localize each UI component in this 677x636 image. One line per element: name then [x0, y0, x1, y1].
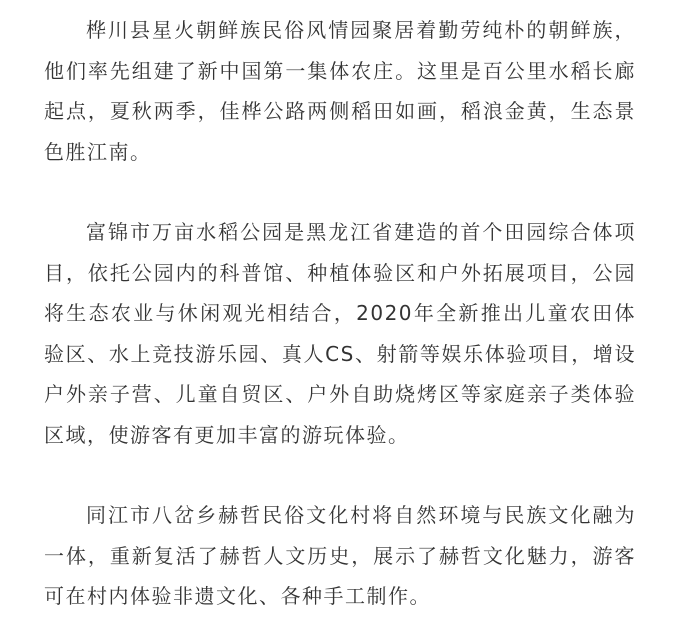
paragraph-huachuan: 桦川县星火朝鲜族民俗风情园聚居着勤劳纯朴的朝鲜族，他们率先组建了新中国第一集体农庄。这里是百公里水稻长廊起点，夏秋两季，佳桦公路两侧稻田如画，稻浪金黄，生态景色胜江南。: [44, 18, 636, 164]
paragraph-fujin: 富锦市万亩水稻公园是黑龙江省建造的首个田园综合体项目，依托公园内的科普馆、种植体验区和户外拓展项目，公园将生态农业与休闲观光相结合，2020年全新推出儿童农田体验区、水上竞技游乐园、真人CS、射箭等娱乐体验项目，增设户外亲子营、儿童自贸区、户外自助烧烤区等家庭亲子类体验区域，使游客有更加丰富的游玩体验。: [44, 220, 636, 447]
article-body: [44, 10, 636, 617]
paragraph-tongjiang: 同江市八岔乡赫哲民俗文化村将自然环境与民族文化融为一体，重新复活了赫哲人文历史，展示了赫哲文化魅力，游客可在村内体验非遗文化、各种手工制作。: [44, 503, 636, 608]
